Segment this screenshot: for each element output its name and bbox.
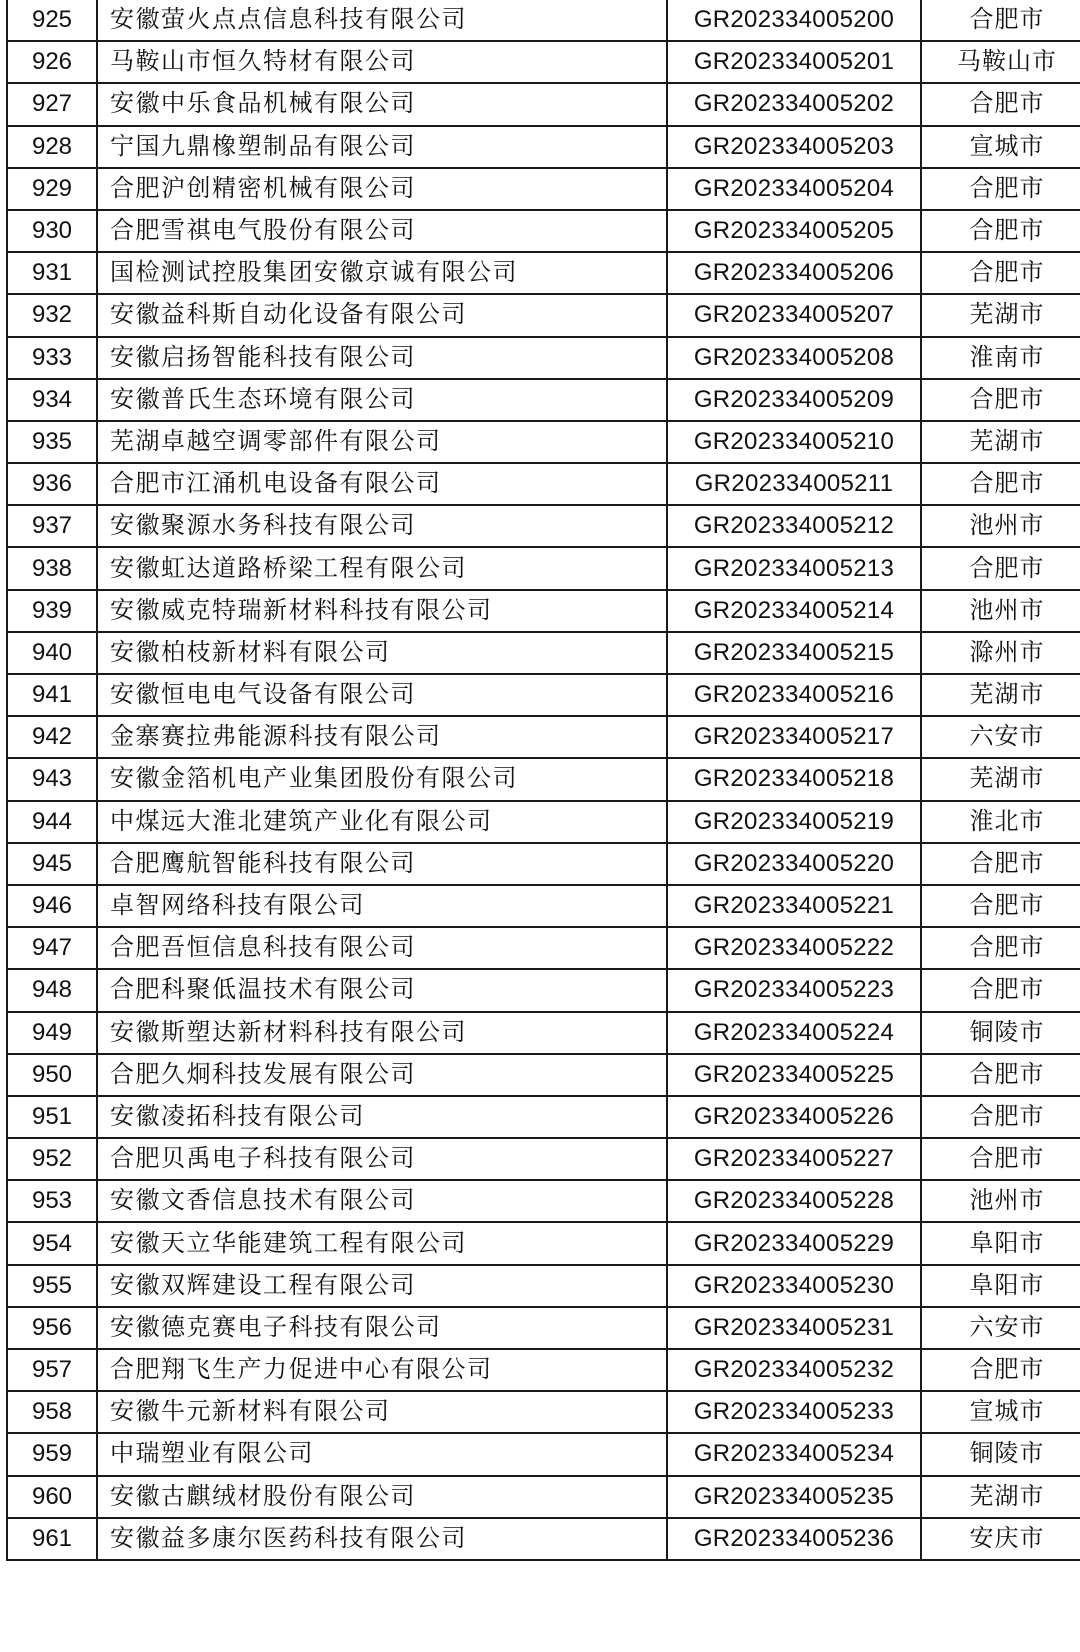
table-row bbox=[7, 1476, 1080, 1518]
row-number: 956 bbox=[7, 1307, 97, 1349]
certificate-code: GR202334005230 bbox=[667, 1265, 921, 1307]
table-row bbox=[7, 379, 1080, 421]
company-name: 安徽凌拓科技有限公司 bbox=[97, 1096, 667, 1138]
company-name: 安徽双辉建设工程有限公司 bbox=[97, 1265, 667, 1307]
row-number: 953 bbox=[7, 1180, 97, 1222]
company-name: 安徽普氏生态环境有限公司 bbox=[97, 379, 667, 421]
company-name: 合肥鹰航智能科技有限公司 bbox=[97, 843, 667, 885]
city: 合肥市 bbox=[921, 83, 1080, 125]
company-name: 安徽德克赛电子科技有限公司 bbox=[97, 1307, 667, 1349]
row-number: 938 bbox=[7, 547, 97, 589]
row-number: 941 bbox=[7, 674, 97, 716]
company-name: 安徽恒电电气设备有限公司 bbox=[97, 674, 667, 716]
table-row bbox=[7, 969, 1080, 1011]
city: 宣城市 bbox=[921, 126, 1080, 168]
company-table-body bbox=[7, 0, 1080, 1560]
city: 合肥市 bbox=[921, 168, 1080, 210]
table-row bbox=[7, 801, 1080, 843]
row-number: 937 bbox=[7, 505, 97, 547]
row-number: 936 bbox=[7, 463, 97, 505]
certificate-code: GR202334005227 bbox=[667, 1138, 921, 1180]
certificate-code: GR202334005208 bbox=[667, 337, 921, 379]
company-name: 安徽中乐食品机械有限公司 bbox=[97, 83, 667, 125]
certificate-code: GR202334005203 bbox=[667, 126, 921, 168]
row-number: 952 bbox=[7, 1138, 97, 1180]
city: 合肥市 bbox=[921, 252, 1080, 294]
row-number: 930 bbox=[7, 210, 97, 252]
city: 芜湖市 bbox=[921, 758, 1080, 800]
table-row bbox=[7, 0, 1080, 41]
certificate-code: GR202334005221 bbox=[667, 885, 921, 927]
city: 芜湖市 bbox=[921, 674, 1080, 716]
company-list-sheet bbox=[6, 0, 1074, 1561]
row-number: 954 bbox=[7, 1222, 97, 1264]
table-row bbox=[7, 294, 1080, 336]
city: 合肥市 bbox=[921, 969, 1080, 1011]
company-name: 安徽威克特瑞新材料科技有限公司 bbox=[97, 590, 667, 632]
table-row bbox=[7, 168, 1080, 210]
city: 安庆市 bbox=[921, 1518, 1080, 1560]
company-name: 卓智网络科技有限公司 bbox=[97, 885, 667, 927]
row-number: 946 bbox=[7, 885, 97, 927]
city: 合肥市 bbox=[921, 547, 1080, 589]
city: 池州市 bbox=[921, 590, 1080, 632]
certificate-code: GR202334005236 bbox=[667, 1518, 921, 1560]
city: 合肥市 bbox=[921, 210, 1080, 252]
row-number: 943 bbox=[7, 758, 97, 800]
city: 六安市 bbox=[921, 1307, 1080, 1349]
certificate-code: GR202334005231 bbox=[667, 1307, 921, 1349]
certificate-code: GR202334005229 bbox=[667, 1222, 921, 1264]
certificate-code: GR202334005201 bbox=[667, 41, 921, 83]
row-number: 957 bbox=[7, 1349, 97, 1391]
company-name: 国检测试控股集团安徽京诚有限公司 bbox=[97, 252, 667, 294]
company-name: 合肥市江涌机电设备有限公司 bbox=[97, 463, 667, 505]
table-row bbox=[7, 421, 1080, 463]
city: 淮南市 bbox=[921, 337, 1080, 379]
table-row bbox=[7, 1307, 1080, 1349]
certificate-code: GR202334005226 bbox=[667, 1096, 921, 1138]
certificate-code: GR202334005206 bbox=[667, 252, 921, 294]
certificate-code: GR202334005214 bbox=[667, 590, 921, 632]
table-row bbox=[7, 126, 1080, 168]
certificate-code: GR202334005204 bbox=[667, 168, 921, 210]
company-name: 安徽柏枝新材料有限公司 bbox=[97, 632, 667, 674]
certificate-code: GR202334005225 bbox=[667, 1054, 921, 1096]
company-table bbox=[6, 0, 1080, 1561]
company-name: 安徽牛元新材料有限公司 bbox=[97, 1391, 667, 1433]
row-number: 951 bbox=[7, 1096, 97, 1138]
city: 芜湖市 bbox=[921, 1476, 1080, 1518]
table-row bbox=[7, 1012, 1080, 1054]
company-name: 安徽金箔机电产业集团股份有限公司 bbox=[97, 758, 667, 800]
company-name: 安徽益科斯自动化设备有限公司 bbox=[97, 294, 667, 336]
company-name: 芜湖卓越空调零部件有限公司 bbox=[97, 421, 667, 463]
table-row bbox=[7, 590, 1080, 632]
table-row bbox=[7, 337, 1080, 379]
company-name: 合肥吾恒信息科技有限公司 bbox=[97, 927, 667, 969]
certificate-code: GR202334005202 bbox=[667, 83, 921, 125]
city: 合肥市 bbox=[921, 1138, 1080, 1180]
table-row bbox=[7, 674, 1080, 716]
row-number: 926 bbox=[7, 41, 97, 83]
company-name: 合肥沪创精密机械有限公司 bbox=[97, 168, 667, 210]
certificate-code: GR202334005211 bbox=[667, 463, 921, 505]
certificate-code: GR202334005216 bbox=[667, 674, 921, 716]
row-number: 934 bbox=[7, 379, 97, 421]
row-number: 958 bbox=[7, 1391, 97, 1433]
table-row bbox=[7, 927, 1080, 969]
row-number: 928 bbox=[7, 126, 97, 168]
row-number: 959 bbox=[7, 1433, 97, 1475]
city: 阜阳市 bbox=[921, 1222, 1080, 1264]
certificate-code: GR202334005209 bbox=[667, 379, 921, 421]
company-name: 安徽斯塑达新材料科技有限公司 bbox=[97, 1012, 667, 1054]
table-row bbox=[7, 1054, 1080, 1096]
certificate-code: GR202334005213 bbox=[667, 547, 921, 589]
row-number: 940 bbox=[7, 632, 97, 674]
company-name: 安徽虹达道路桥梁工程有限公司 bbox=[97, 547, 667, 589]
city: 六安市 bbox=[921, 716, 1080, 758]
table-row bbox=[7, 547, 1080, 589]
row-number: 961 bbox=[7, 1518, 97, 1560]
table-row bbox=[7, 1391, 1080, 1433]
table-row bbox=[7, 1180, 1080, 1222]
city: 合肥市 bbox=[921, 463, 1080, 505]
city: 池州市 bbox=[921, 505, 1080, 547]
certificate-code: GR202334005224 bbox=[667, 1012, 921, 1054]
city: 宣城市 bbox=[921, 1391, 1080, 1433]
certificate-code: GR202334005223 bbox=[667, 969, 921, 1011]
company-name: 安徽天立华能建筑工程有限公司 bbox=[97, 1222, 667, 1264]
certificate-code: GR202334005215 bbox=[667, 632, 921, 674]
city: 淮北市 bbox=[921, 801, 1080, 843]
table-row bbox=[7, 463, 1080, 505]
certificate-code: GR202334005222 bbox=[667, 927, 921, 969]
table-row bbox=[7, 885, 1080, 927]
company-name: 合肥贝禹电子科技有限公司 bbox=[97, 1138, 667, 1180]
city: 马鞍山市 bbox=[921, 41, 1080, 83]
row-number: 948 bbox=[7, 969, 97, 1011]
city: 合肥市 bbox=[921, 1096, 1080, 1138]
row-number: 945 bbox=[7, 843, 97, 885]
city: 合肥市 bbox=[921, 1054, 1080, 1096]
company-name: 安徽古麒绒材股份有限公司 bbox=[97, 1476, 667, 1518]
certificate-code: GR202334005205 bbox=[667, 210, 921, 252]
city: 池州市 bbox=[921, 1180, 1080, 1222]
company-name: 宁国九鼎橡塑制品有限公司 bbox=[97, 126, 667, 168]
table-row bbox=[7, 505, 1080, 547]
city: 滁州市 bbox=[921, 632, 1080, 674]
certificate-code: GR202334005232 bbox=[667, 1349, 921, 1391]
table-row bbox=[7, 83, 1080, 125]
table-row bbox=[7, 632, 1080, 674]
company-name: 合肥翔飞生产力促进中心有限公司 bbox=[97, 1349, 667, 1391]
certificate-code: GR202334005200 bbox=[667, 0, 921, 41]
table-row bbox=[7, 210, 1080, 252]
row-number: 927 bbox=[7, 83, 97, 125]
certificate-code: GR202334005233 bbox=[667, 1391, 921, 1433]
company-name: 合肥科聚低温技术有限公司 bbox=[97, 969, 667, 1011]
company-name: 安徽萤火点点信息科技有限公司 bbox=[97, 0, 667, 41]
certificate-code: GR202334005210 bbox=[667, 421, 921, 463]
city: 铜陵市 bbox=[921, 1433, 1080, 1475]
city: 合肥市 bbox=[921, 1349, 1080, 1391]
table-row bbox=[7, 252, 1080, 294]
company-name: 安徽聚源水务科技有限公司 bbox=[97, 505, 667, 547]
row-number: 939 bbox=[7, 590, 97, 632]
company-name: 中瑞塑业有限公司 bbox=[97, 1433, 667, 1475]
row-number: 944 bbox=[7, 801, 97, 843]
certificate-code: GR202334005212 bbox=[667, 505, 921, 547]
table-row bbox=[7, 41, 1080, 83]
city: 合肥市 bbox=[921, 0, 1080, 41]
row-number: 925 bbox=[7, 0, 97, 41]
row-number: 942 bbox=[7, 716, 97, 758]
company-name: 安徽启扬智能科技有限公司 bbox=[97, 337, 667, 379]
city: 芜湖市 bbox=[921, 294, 1080, 336]
certificate-code: GR202334005228 bbox=[667, 1180, 921, 1222]
table-row bbox=[7, 1349, 1080, 1391]
row-number: 950 bbox=[7, 1054, 97, 1096]
city: 芜湖市 bbox=[921, 421, 1080, 463]
row-number: 933 bbox=[7, 337, 97, 379]
row-number: 931 bbox=[7, 252, 97, 294]
row-number: 955 bbox=[7, 1265, 97, 1307]
company-name: 金寨赛拉弗能源科技有限公司 bbox=[97, 716, 667, 758]
company-name: 中煤远大淮北建筑产业化有限公司 bbox=[97, 801, 667, 843]
table-row bbox=[7, 1096, 1080, 1138]
table-row bbox=[7, 1433, 1080, 1475]
city: 合肥市 bbox=[921, 843, 1080, 885]
certificate-code: GR202334005219 bbox=[667, 801, 921, 843]
company-name: 马鞍山市恒久特材有限公司 bbox=[97, 41, 667, 83]
table-row bbox=[7, 716, 1080, 758]
city: 合肥市 bbox=[921, 885, 1080, 927]
table-row bbox=[7, 1138, 1080, 1180]
certificate-code: GR202334005207 bbox=[667, 294, 921, 336]
table-row bbox=[7, 1222, 1080, 1264]
company-name: 合肥久炯科技发展有限公司 bbox=[97, 1054, 667, 1096]
row-number: 929 bbox=[7, 168, 97, 210]
table-row bbox=[7, 843, 1080, 885]
row-number: 949 bbox=[7, 1012, 97, 1054]
company-name: 安徽益多康尔医药科技有限公司 bbox=[97, 1518, 667, 1560]
company-name: 合肥雪祺电气股份有限公司 bbox=[97, 210, 667, 252]
row-number: 960 bbox=[7, 1476, 97, 1518]
table-row bbox=[7, 1518, 1080, 1560]
row-number: 932 bbox=[7, 294, 97, 336]
certificate-code: GR202334005217 bbox=[667, 716, 921, 758]
row-number: 935 bbox=[7, 421, 97, 463]
certificate-code: GR202334005235 bbox=[667, 1476, 921, 1518]
certificate-code: GR202334005220 bbox=[667, 843, 921, 885]
city: 合肥市 bbox=[921, 379, 1080, 421]
row-number: 947 bbox=[7, 927, 97, 969]
company-name: 安徽文香信息技术有限公司 bbox=[97, 1180, 667, 1222]
certificate-code: GR202334005234 bbox=[667, 1433, 921, 1475]
city: 阜阳市 bbox=[921, 1265, 1080, 1307]
table-row bbox=[7, 1265, 1080, 1307]
table-row bbox=[7, 758, 1080, 800]
certificate-code: GR202334005218 bbox=[667, 758, 921, 800]
city: 合肥市 bbox=[921, 927, 1080, 969]
city: 铜陵市 bbox=[921, 1012, 1080, 1054]
